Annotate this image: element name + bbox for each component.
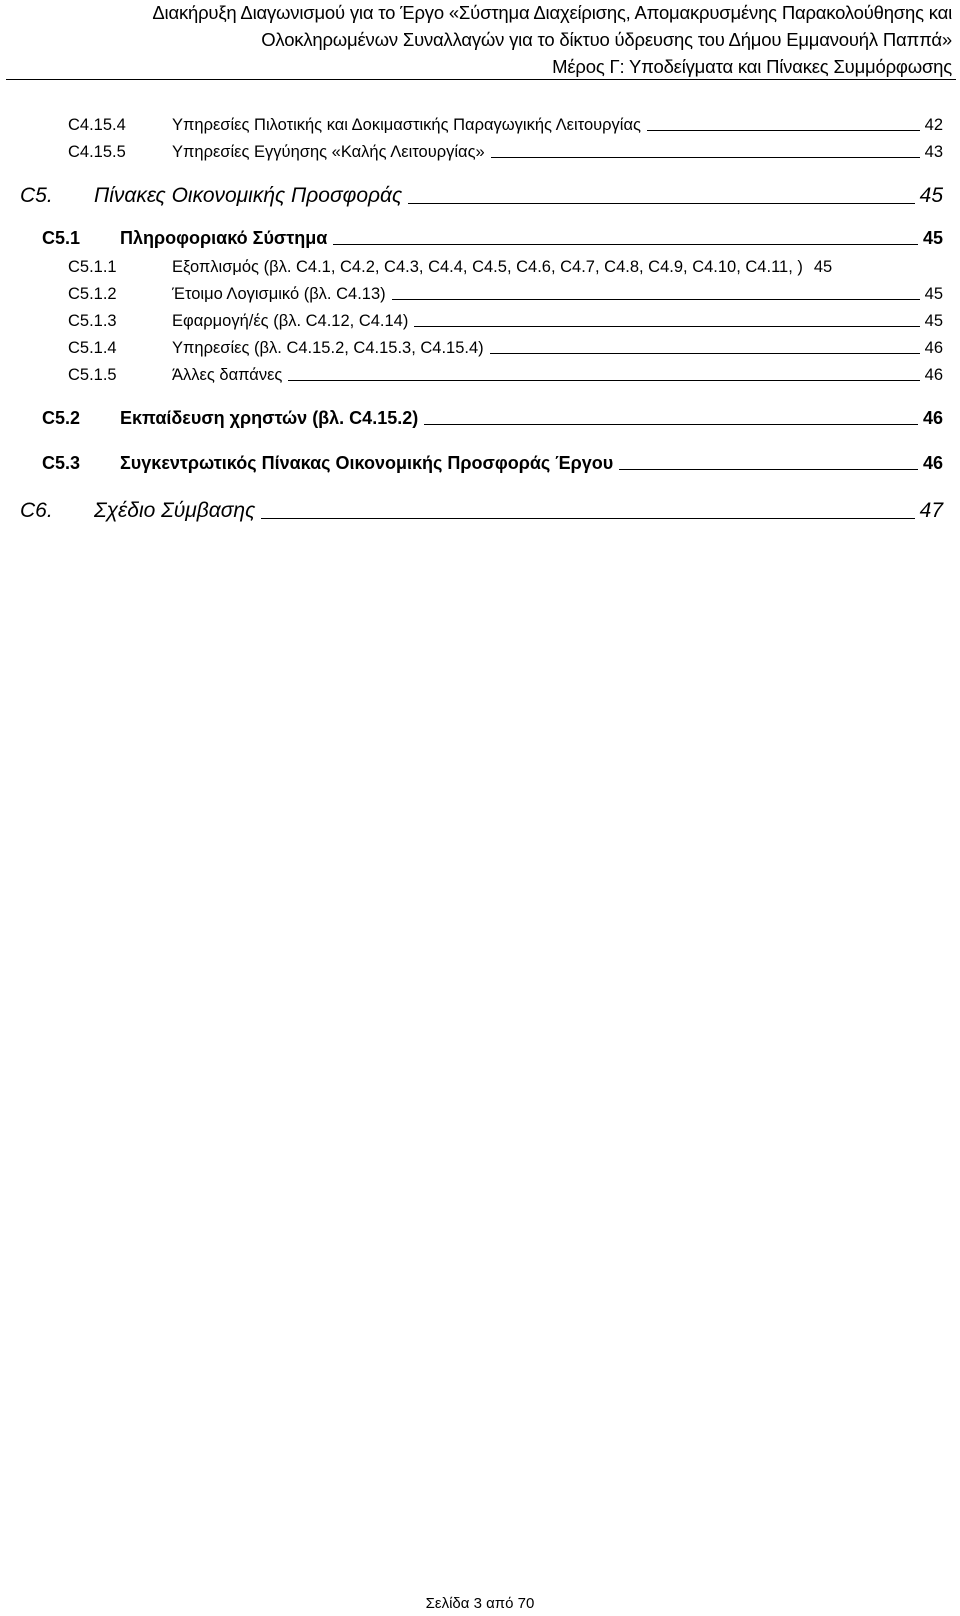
toc-entry-number: C5.1: [42, 228, 81, 248]
toc-leader-line: [619, 469, 918, 470]
toc-entry-title: Εξοπλισμός (βλ. C4.1, C4.2, C4.3, C4.4, C4.5, C4.6, C4.7, C4.8, C4.9, C4.10, C4.11, ): [172, 258, 803, 276]
header-divider: [6, 79, 956, 80]
toc-entry-number: C5.1.5: [68, 366, 117, 384]
toc-leader-line: [424, 424, 918, 425]
toc-entry-title: Σχέδιο Σύμβασης: [94, 499, 256, 522]
toc-leader-line: [414, 326, 919, 327]
toc-entry-number: C5.: [20, 184, 53, 207]
toc-entry-page: 46: [922, 408, 943, 428]
toc-entry-page: 45: [813, 258, 833, 276]
toc-entry-title: Έτοιμο Λογισμικό (βλ. C4.13): [172, 285, 386, 303]
toc-entry-number: C5.1.1: [68, 258, 117, 276]
toc-entry-c4-15-5[interactable]: [68, 140, 943, 162]
toc-entry-page: 46: [924, 339, 943, 357]
toc-entry-c5-1-2[interactable]: [68, 282, 943, 304]
toc-entry-number: C5.2: [42, 408, 81, 428]
header-title-line-1: Διακήρυξη Διαγωνισμού για το Έργο «Σύστημα Διαχείρισης, Απομακρυσμένης Παρακολούθησης και: [152, 2, 952, 23]
toc-entry-page: 46: [922, 453, 943, 473]
toc-entry-page: 42: [924, 116, 943, 134]
toc-entry-title: Πίνακες Οικονομικής Προσφοράς: [94, 184, 403, 207]
header-part-subtitle: Μέρος Γ: Υποδείγματα και Πίνακες Συμμόρφωσης: [552, 56, 952, 77]
toc-entry-number: C5.1.4: [68, 339, 117, 357]
toc-entry-title: Συγκεντρωτικός Πίνακας Οικονομικής Προσφοράς Έργου: [120, 453, 614, 473]
toc-entry-c5-2[interactable]: [42, 405, 943, 429]
toc-entry-page: 47: [919, 499, 943, 522]
toc-entry-title: Εφαρμογή/ές (βλ. C4.12, C4.14): [172, 312, 409, 330]
toc-entry-c4-15-4[interactable]: [68, 113, 943, 135]
toc-leader-line: [392, 299, 920, 300]
toc-leader-line: [288, 380, 919, 381]
toc-entry-c5[interactable]: [20, 180, 943, 208]
toc-entry-c5-1[interactable]: [42, 225, 943, 249]
toc-entry-number: C4.15.4: [68, 116, 126, 134]
toc-entry-number: C5.3: [42, 453, 81, 473]
toc-entry-c5-1-4[interactable]: [68, 336, 943, 358]
page-header: [0, 0, 960, 80]
toc-entry-page: 43: [924, 143, 943, 161]
toc-entry-title: Υπηρεσίες Εγγύησης «Καλής Λειτουργίας»: [172, 143, 485, 161]
toc-entry-title: Υπηρεσίες (βλ. C4.15.2, C4.15.3, C4.15.4): [172, 339, 484, 357]
toc-entry-c5-1-1[interactable]: [68, 255, 943, 277]
toc-entry-page: 45: [924, 312, 943, 330]
toc-entry-page: 45: [922, 228, 943, 248]
toc-entry-number: C5.1.3: [68, 312, 117, 330]
toc-entry-title: Εκπαίδευση χρηστών (βλ. C4.15.2): [120, 408, 419, 428]
toc-entry-page: 45: [919, 184, 943, 207]
toc-leader-line: [491, 157, 920, 158]
toc-entry-title: Πληροφοριακό Σύστημα: [120, 228, 328, 248]
page-number-footer: Σελίδα 3 από 70: [425, 1595, 535, 1612]
toc-entry-c5-1-3[interactable]: [68, 309, 943, 331]
toc-entry-number: C6.: [20, 499, 53, 522]
toc-entry-number: C4.15.5: [68, 143, 126, 161]
toc-leader-line: [408, 203, 914, 204]
toc-entry-page: 46: [924, 366, 943, 384]
toc-entry-number: C5.1.2: [68, 285, 117, 303]
toc-entry-c6[interactable]: [20, 495, 943, 523]
toc-leader-line: [490, 353, 920, 354]
toc-entry-title: Υπηρεσίες Πιλοτικής και Δοκιμαστικής Παραγωγικής Λειτουργίας: [172, 116, 641, 134]
header-title-line-2: Ολοκληρωμένων Συναλλαγών για το δίκτυο ύδρευσης του Δήμου Εμμανουήλ Παππά»: [261, 29, 952, 50]
toc-leader-line: [333, 244, 918, 245]
toc-leader-line: [647, 130, 920, 131]
toc-entry-c5-3[interactable]: [42, 450, 943, 474]
toc-entry-c5-1-5[interactable]: [68, 363, 943, 385]
toc-entry-page: 45: [924, 285, 943, 303]
toc-leader-line: [261, 518, 914, 519]
toc-entry-title: Άλλες δαπάνες: [172, 366, 283, 384]
